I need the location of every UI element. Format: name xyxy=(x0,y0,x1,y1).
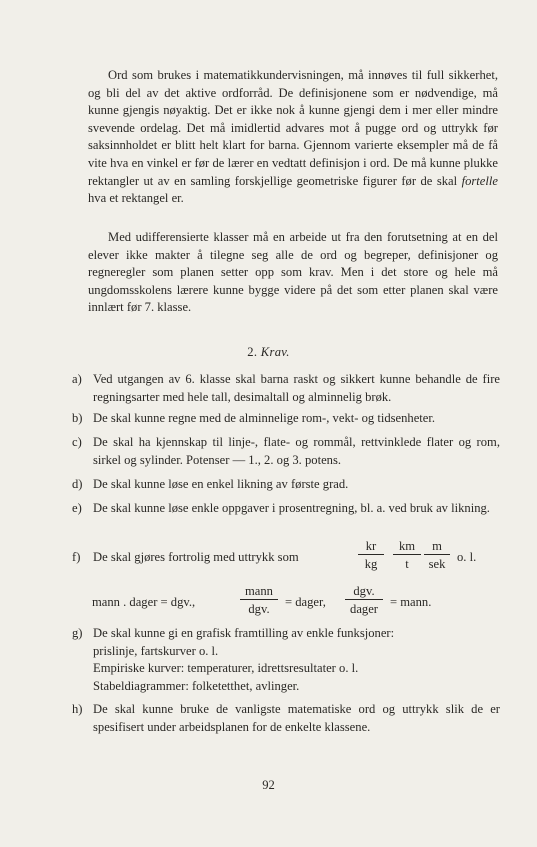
fraction-numerator: dgv. xyxy=(353,584,375,598)
fraction-kr-kg xyxy=(358,538,384,572)
requirement-item-d xyxy=(72,476,500,494)
item-label: a) xyxy=(72,372,82,386)
item-label: c) xyxy=(72,435,82,449)
requirement-item-h xyxy=(72,701,500,736)
requirement-item-a xyxy=(72,371,500,406)
item-f-suffix: o. l. xyxy=(457,550,477,564)
item-text: De skal kunne gi en grafisk framtilling av enkle funksjoner: xyxy=(93,626,395,640)
fraction-m-sek xyxy=(424,538,450,572)
fraction-numerator: m xyxy=(432,539,442,553)
equation-3-rhs: = mann. xyxy=(390,595,432,609)
intro-paragraph-1-end: hva et rektangel er. xyxy=(88,191,184,206)
item-label: f) xyxy=(72,550,81,564)
item-text: De skal gjøres fortrolig med uttrykk som xyxy=(93,550,299,564)
requirement-item-g xyxy=(72,625,500,695)
fraction-numerator: kr xyxy=(365,539,377,553)
section-title: Krav. xyxy=(260,345,290,359)
item-label: h) xyxy=(72,702,83,716)
item-g-subline-3: Stabeldiagrammer: folketetthet, avlinger. xyxy=(93,678,300,693)
item-g-subline-2: Empiriske kurver: temperaturer, idrettsresultater o. l. xyxy=(93,661,359,676)
fraction-mann-dgv xyxy=(240,583,278,617)
fraction-numerator: mann xyxy=(245,584,273,598)
requirement-item-b xyxy=(72,410,500,428)
item-g-subline-1: prislinje, fartskurver o. l. xyxy=(93,643,219,658)
fraction-denominator: t xyxy=(393,554,421,572)
fraction-km-t xyxy=(393,538,421,572)
fraction-denominator: kg xyxy=(358,554,384,572)
item-text: De skal kunne bruke de vanligste matematiske ord og uttrykk slik de er spesifisert under arbeidsplanen for de enkelte klassene. xyxy=(93,702,500,734)
intro-italic-word: fortelle xyxy=(461,173,498,188)
intro-paragraph-1-text: Ord som brukes i matematikkundervisningen, må innøves til full sikkerhet, og bli del av det aktive ordforråd. De definisjonene som er nødvendige, må kunne gjengis nøyaktig. Det er ikke nok å kunne gjengi dem i mer eller mindre svevende ordelag. Det må imidlertid advares mot å pugge ord og uttrykk før saksinnholdet er blitt helt klart for barna. Gjennom varierte eksempler må de få vite hva en vinkel er før de lærer en vedtatt definisjon i ord. De må kunne plukke rektangler ut av en samling forskjellige geometriske figurer før de skal xyxy=(88,68,498,188)
fraction-denominator: dgv. xyxy=(240,599,278,617)
item-label: e) xyxy=(72,501,82,515)
item-text: De skal ha kjennskap til linje-, flate- og rommål, rettvinklede flater og rom, sirkel og sylinder. Potenser — 1., 2. og 3. potens. xyxy=(93,435,500,467)
requirement-item-c xyxy=(72,434,500,469)
item-text: De skal kunne løse en enkel likning av første grad. xyxy=(93,477,349,491)
item-text: De skal kunne regne med de alminnelige rom-, vekt- og tidsenheter. xyxy=(93,411,436,425)
equation-2-rhs: = dager, xyxy=(285,595,326,609)
item-label: d) xyxy=(72,477,83,491)
fraction-dgv-dager xyxy=(345,583,383,617)
item-text: Ved utgangen av 6. klasse skal barna raskt og sikkert kunne behandle de fire regningsarter med hele tall, desimaltall og alminnelig brøk. xyxy=(93,372,500,404)
intro-paragraph-1 xyxy=(88,67,498,208)
item-label: g) xyxy=(72,626,83,640)
requirement-item-e xyxy=(72,500,500,518)
section-heading xyxy=(0,345,537,360)
item-text: De skal kunne løse enkle oppgaver i prosentregning, bl. a. ved bruk av likning. xyxy=(93,501,490,515)
fraction-denominator: sek xyxy=(424,554,450,572)
page-number: 92 xyxy=(262,778,275,792)
section-number: 2. xyxy=(247,345,258,359)
equation-1: mann . dager = dgv., xyxy=(92,595,196,609)
fraction-denominator: dager xyxy=(345,599,383,617)
fraction-numerator: km xyxy=(398,539,416,553)
item-label: b) xyxy=(72,411,83,425)
intro-paragraph-2: Med udifferensierte klasser må en arbeide ut fra den forutsetning at en del elever ikke makter å tilegne seg alle de ord og begreper, definisjoner og regneregler som planen setter opp som krav. Men i det store og hele må ungdomsskolens lærere kunne bygge videre på det som etter planen skal være innlært før 7. klasse. xyxy=(88,230,498,315)
